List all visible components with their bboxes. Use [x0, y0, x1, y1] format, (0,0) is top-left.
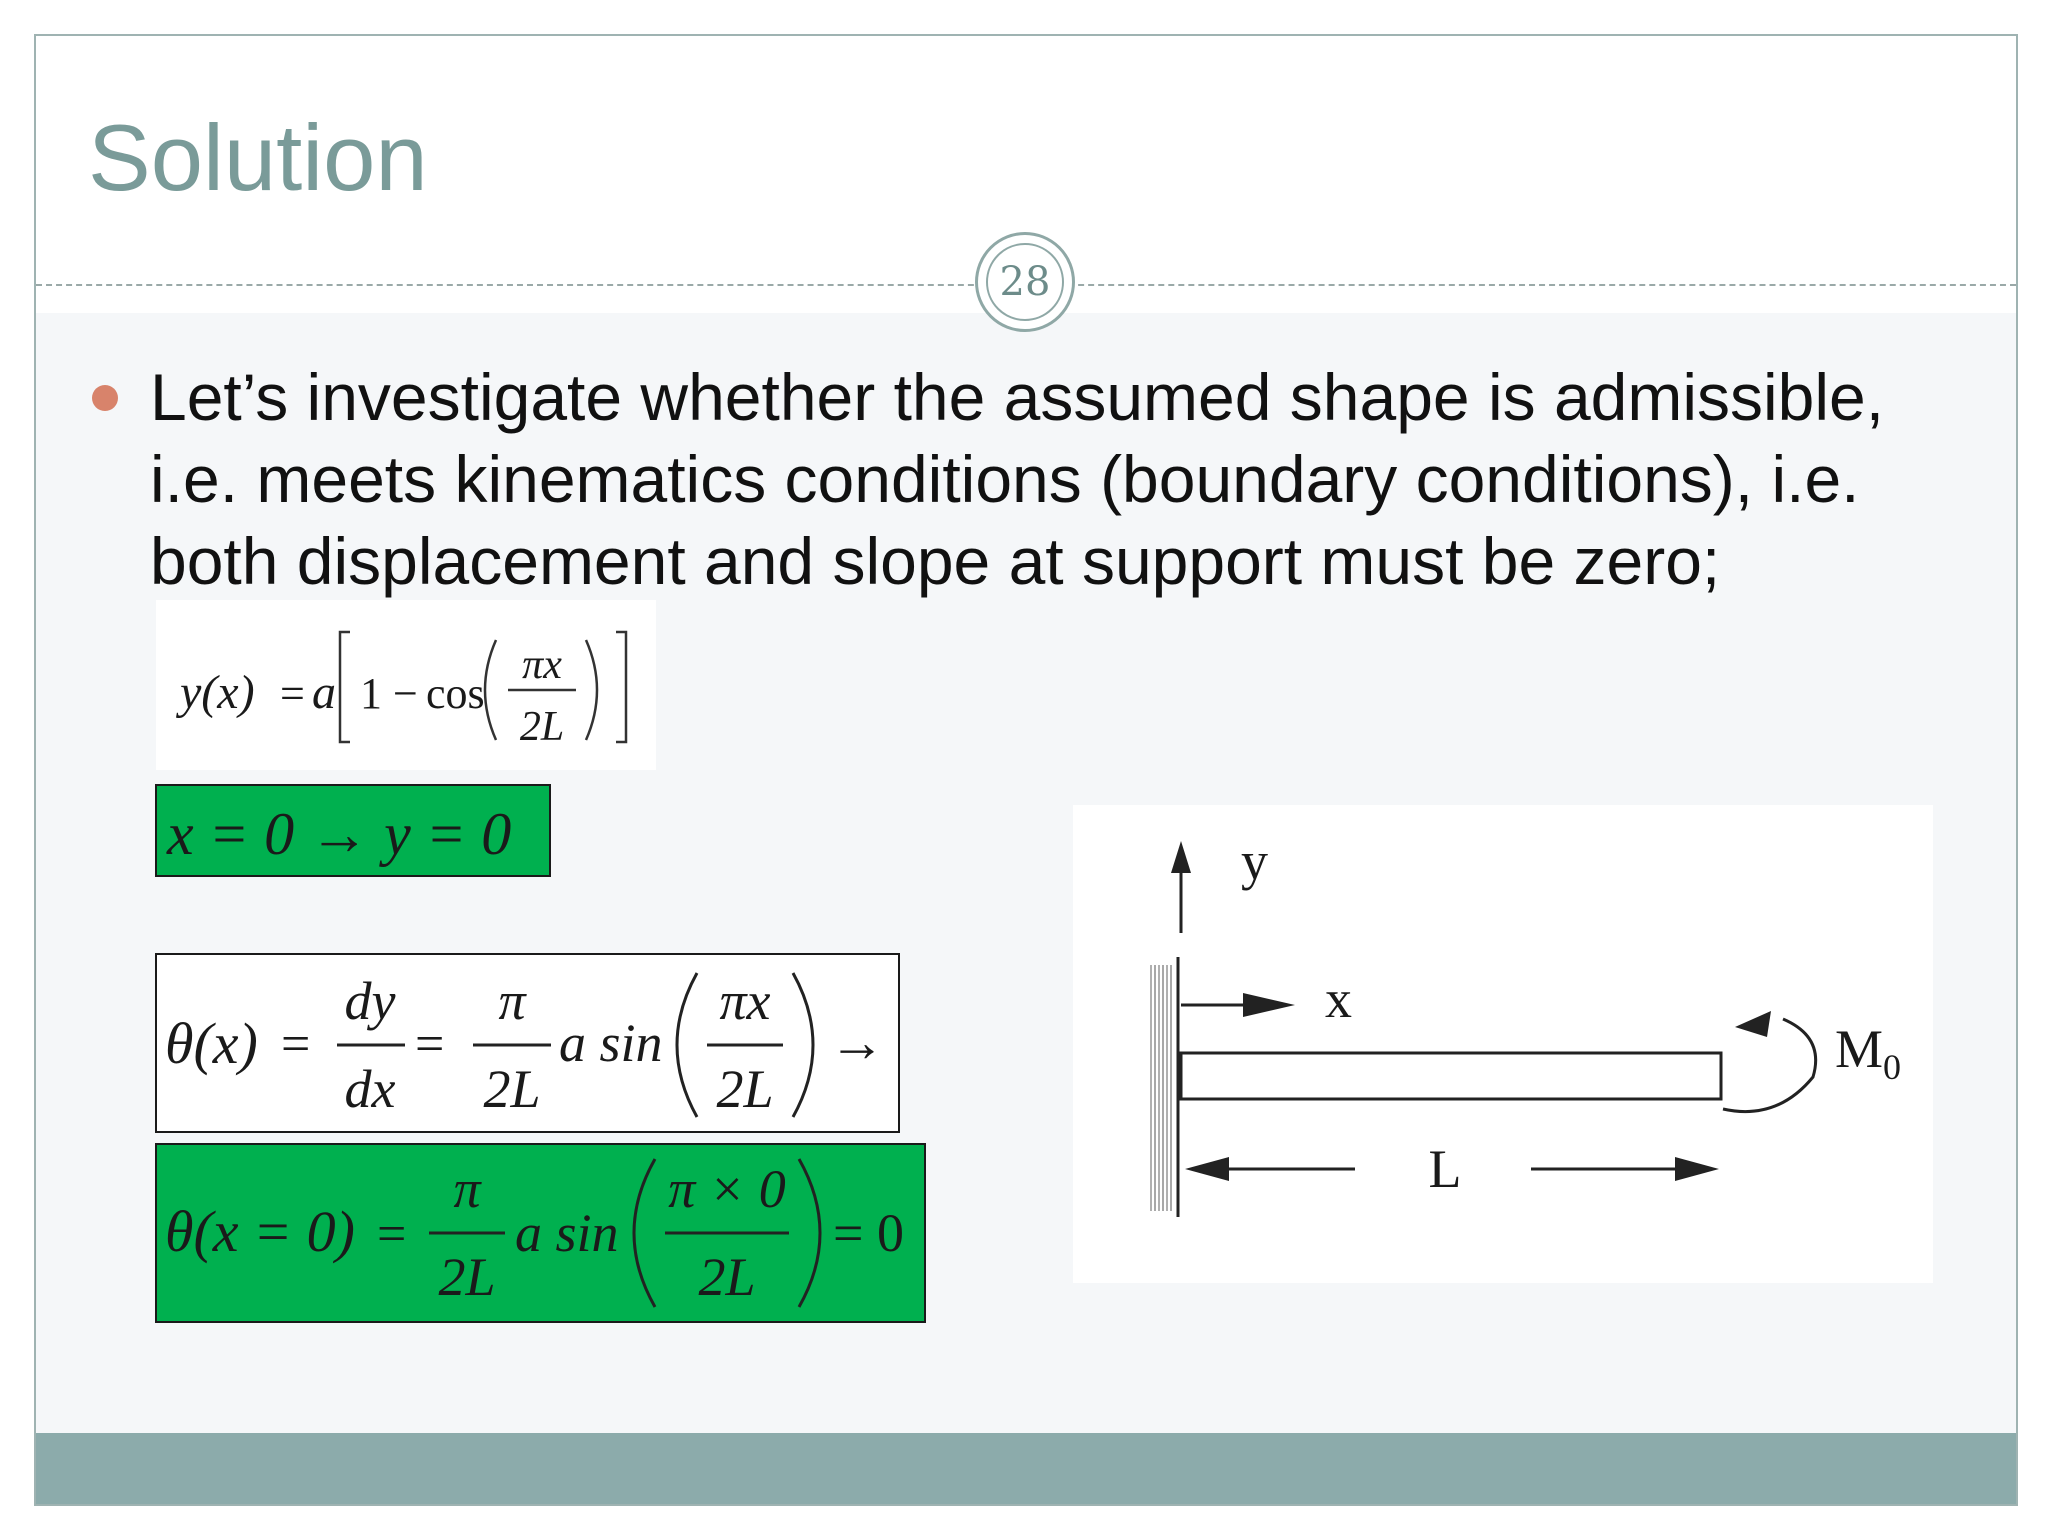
eq4-equals: =: [377, 1206, 407, 1263]
eq1-cos: cos: [426, 669, 485, 718]
eq2-text: x = 0 → y = 0: [167, 801, 512, 867]
beam: [1181, 1053, 1721, 1099]
eq3-arg-den: 2L: [716, 1059, 774, 1119]
eq3-arrow: →: [829, 1012, 885, 1074]
eq4-arg-num: π × 0: [668, 1159, 786, 1219]
eq3-d-num: dy: [344, 971, 396, 1031]
eq3-a-sin: a sin: [559, 1013, 663, 1073]
eq4-result: = 0: [833, 1203, 904, 1263]
eq1-lhs: y(x): [180, 666, 255, 719]
bullet-text: Let’s investigate whether the assumed shape is admissible, i.e. meets kinematics conditions (boundary conditions), i.e. both displacement and slope at support must be zero;: [150, 360, 1885, 598]
y-axis-label: y: [1241, 831, 1268, 891]
eq4-arg-den: 2L: [698, 1247, 756, 1307]
eq4-pi-den: 2L: [438, 1247, 496, 1307]
bc-slope-equation: [155, 1143, 926, 1323]
shape-function-equation: [156, 600, 656, 770]
bc-displacement-equation: [155, 784, 551, 877]
slide-number: 28: [986, 243, 1064, 321]
eq1-a: a: [312, 666, 336, 719]
x-axis-label: x: [1325, 969, 1352, 1029]
eq3-equals2: =: [415, 1016, 445, 1073]
moment-label: $M_0$: [1835, 1019, 1902, 1087]
eq3-arg-num: πx: [719, 971, 771, 1031]
length-label: L: [1428, 1139, 1462, 1199]
eq3-equals: =: [281, 1016, 311, 1073]
eq3-lhs: θ(x): [165, 1011, 258, 1076]
eq1-num: πx: [522, 642, 562, 688]
cantilever-diagram: [1073, 805, 1933, 1283]
x-axis-arrow: [1181, 993, 1295, 1017]
bullet-icon: [92, 385, 118, 411]
eq1-den: 2L: [519, 704, 565, 750]
slope-equation: [155, 953, 900, 1133]
eq4-a-sin: a sin: [515, 1203, 619, 1263]
eq3-pi-den: 2L: [483, 1059, 541, 1119]
eq3-pi-num: π: [498, 971, 526, 1031]
eq3-d-den: dx: [344, 1059, 396, 1119]
y-axis-arrow: [1171, 841, 1191, 933]
eq1-one-minus: 1 −: [360, 669, 418, 718]
slide-title: Solution: [88, 105, 428, 210]
eq4-lhs: θ(x = 0): [165, 1199, 356, 1264]
slide-number-badge: [975, 232, 1075, 332]
footer-band: [36, 1433, 2016, 1504]
eq1-equals: =: [280, 669, 305, 718]
moment-arrow: [1723, 1011, 1816, 1112]
wall-support: [1149, 957, 1179, 1217]
eq4-pi-num: π: [453, 1159, 481, 1219]
